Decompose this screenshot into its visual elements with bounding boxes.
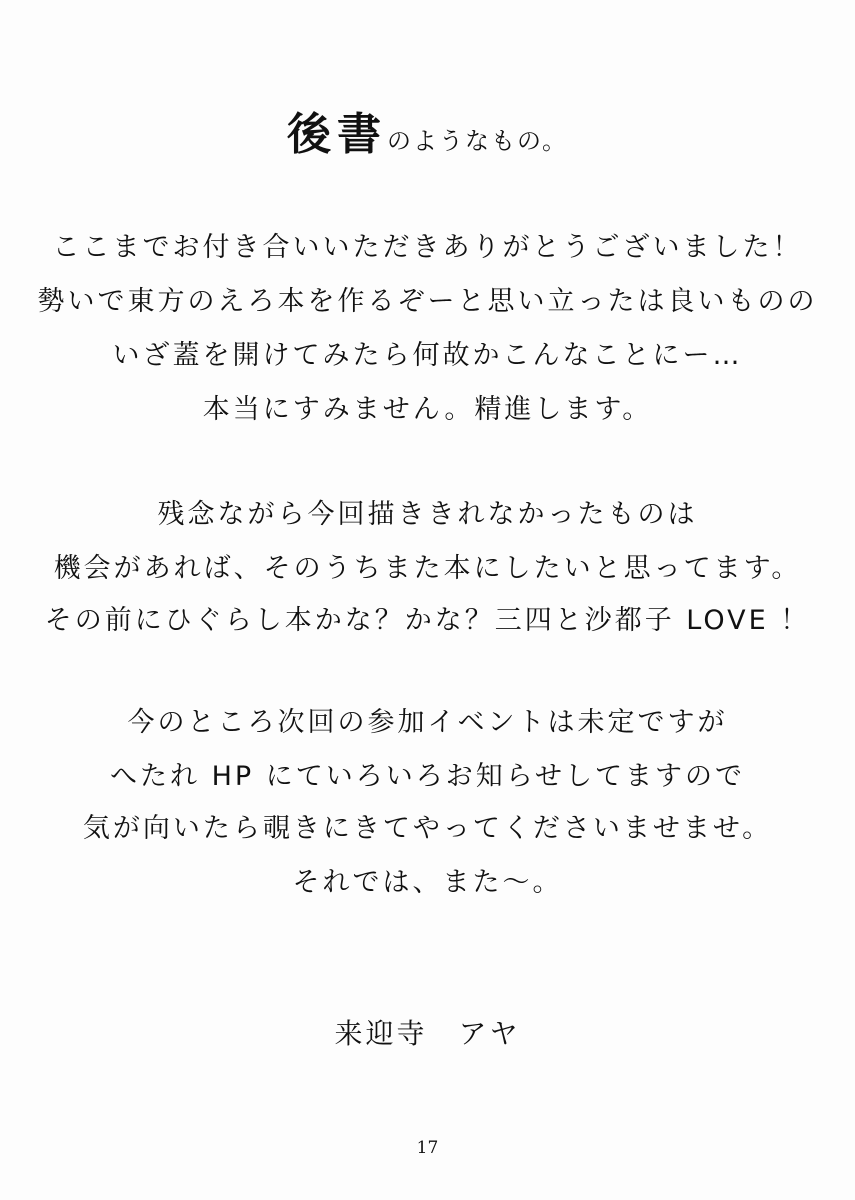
text-line: 今のところ次回の参加イベントは未定ですが xyxy=(127,707,728,738)
text-line: その前にひぐらし本かな？かな？三四と沙都子 LOVE ！ xyxy=(44,605,811,636)
author-signature: 来迎寺 アヤ xyxy=(334,1017,521,1050)
text-line: 勢いで東方のえろ本を作るぞーと思い立ったは良いものの xyxy=(37,286,818,317)
text-line: へたれ HP にていろいろお知らせしてますので xyxy=(110,761,745,792)
text-line: ここまでお付き合いいただきありがとうございました！ xyxy=(52,232,803,263)
page-number: 17 xyxy=(416,1138,439,1158)
page-title xyxy=(0,98,855,162)
text-line: 気が向いたら覗きにきてやってくださいませませ。 xyxy=(82,813,773,844)
text-line: 本当にすみません。精進します。 xyxy=(202,394,653,425)
text-line: いざ蓋を開けてみたら何故かこんなことにー… xyxy=(112,340,743,371)
title-subtitle: のようなもの。 xyxy=(386,127,569,155)
text-line: それでは、また～。 xyxy=(292,867,563,898)
title-main: 後書 xyxy=(286,109,387,160)
text-line: 機会があれば、そのうちまた本にしたいと思ってます。 xyxy=(53,553,802,584)
text-line: 残念ながら今回描ききれなかったものは xyxy=(157,499,698,530)
